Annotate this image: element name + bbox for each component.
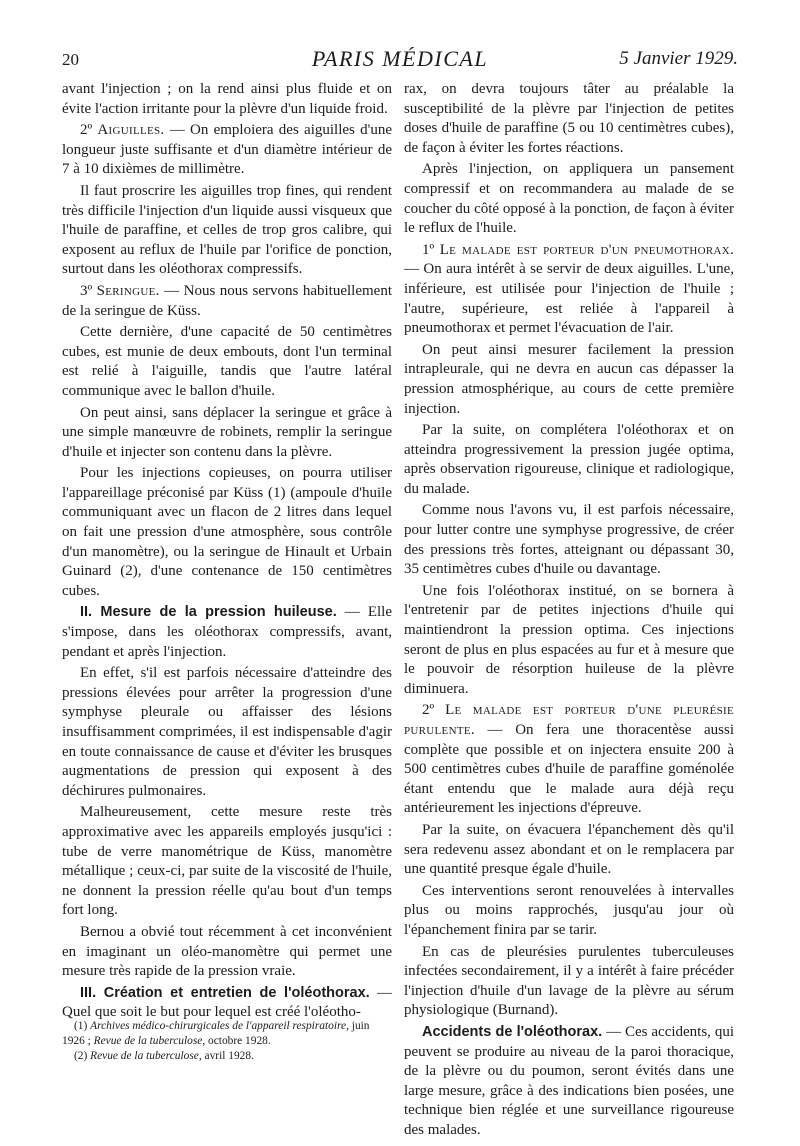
footnote-marker: (2) bbox=[74, 1050, 91, 1062]
paragraph: En effet, s'il est parfois nécessaire d'atteindre des pressions élevées pour arrêter la progression d'une symphyse pleurale ou affaisser des lésions insuffisamment comprimées, il est indispensable d'agir en toute connaissance de cause et d'éviter les brusques augmentations de pression qui exposent à des déchirures pulmonaires. bbox=[62, 665, 392, 799]
footnotes bbox=[62, 1019, 392, 1064]
footnote-source: Revue de la tuberculose bbox=[93, 1035, 203, 1047]
section-heading-paragraph bbox=[62, 282, 392, 321]
footnote-marker: (1) bbox=[74, 1020, 91, 1032]
bold-heading: III. Création et entretien de l'oléothorax. bbox=[80, 984, 370, 1001]
section-heading-paragraph bbox=[404, 241, 734, 339]
running-header bbox=[62, 46, 738, 76]
bold-heading-paragraph bbox=[62, 603, 392, 662]
left-column bbox=[62, 80, 392, 1025]
bold-heading-paragraph bbox=[62, 984, 392, 1023]
paragraph: En cas de pleurésies purulentes tuberculeuses infectées secondairement, il y a intérêt à faire précéder l'injection d'huile d'un lavage de la plèvre au sérum physiologique (Burnand). bbox=[404, 943, 734, 1019]
footnote-source: Revue de la tuberculose bbox=[90, 1050, 199, 1062]
heading-number: 1º bbox=[422, 241, 440, 258]
footnote-text: , avril 1928. bbox=[198, 1050, 254, 1062]
bold-heading-paragraph bbox=[404, 1023, 734, 1141]
heading-label: Le malade est porteur d'une pleurésie purulente. bbox=[404, 702, 735, 738]
issue-date: 5 Janvier 1929. bbox=[619, 48, 738, 69]
paragraph-text: — Quel que soit le but pour lequel est créé l'oléotho- bbox=[62, 984, 393, 1021]
journal-title: PARIS MÉDICAL bbox=[311, 46, 489, 71]
heading-label: Le malade est porteur d'un pneumothorax. bbox=[439, 241, 735, 258]
heading-label: Seringue. bbox=[96, 282, 160, 299]
paragraph-text: — Elle s'impose, dans les oléothorax compressifs, avant, pendant et après l'injection. bbox=[62, 604, 393, 660]
bold-heading: Accidents de l'oléothorax. bbox=[422, 1023, 603, 1040]
footnote-source: Archives médico-chirurgicales de l'appareil respiratoire bbox=[90, 1020, 347, 1032]
footnote bbox=[62, 1049, 392, 1064]
paragraph-text: — On aura intérêt à se servir de deux aiguilles. L'une, inférieure, est utilisée pour l'injection de l'huile ; l'autre, supérieure, est reliée à l'appareil à pneumothorax et permet l'évacuation de l'air. bbox=[404, 261, 734, 337]
paragraph: Une fois l'oléothorax institué, on se bornera à l'entretenir par de petites injections d'huile qui maintiendront la pression optima. Ces injections seront de plus en plus espacées au fur et à mesure que le pouvoir de résorption huileuse de la plèvre diminuera. bbox=[404, 582, 734, 697]
paragraph-text: — Ces accidents, qui peuvent se produire au niveau de la paroi thoracique, de la plèvre ou du poumon, seront évités dans une large mesure, grâce à des indications bien posées, une technique bien réglée et une surveillance rigoureuse des malades. bbox=[404, 1023, 734, 1138]
heading-number: 3º bbox=[80, 282, 97, 299]
paragraph-text: — On emploiera des aiguilles d'une longueur juste suffisante et d'un diamètre intérieur de 7 à 10 dixièmes de millimètre. bbox=[62, 122, 392, 178]
paragraph: On peut ainsi, sans déplacer la seringue et grâce à une simple manœuvre de robinets, remplir la seringue d'huile et injecter son contenu dans la plèvre. bbox=[62, 404, 392, 460]
section-heading-paragraph bbox=[62, 121, 392, 180]
heading-number: 2º bbox=[80, 122, 98, 139]
paragraph: Par la suite, on évacuera l'épanchement dès qu'il sera redevenu assez abondant et on le remplacera par une quantité presque égale d'huile. bbox=[404, 821, 734, 878]
right-column bbox=[404, 80, 734, 1142]
footnote bbox=[62, 1019, 392, 1049]
paragraph: Pour les injections copieuses, on pourra utiliser l'appareillage préconisé par Küss (1) (ampoule d'huile communiquant avec un flacon de 2 litres dans lequel on fait une pression d'une atmosphère, sous contrôle d'un manomètre), ou la seringue de Hinault et Urbain Guinard (2), d'une contenance de 150 centimètres cubes. bbox=[62, 465, 392, 599]
paragraph: Malheureusement, cette mesure reste très approximative avec les appareils employés jusqu'ici : tube de verre manométrique de Küss, manomètre métallique ; ceux-ci, par suite de la viscosité de l'huile, ne donnent la pression réelle qu'au bout d'un temps fort long. bbox=[62, 804, 392, 919]
paragraph-text: — On fera une thoracentèse aussi complète que possible et on injectera ensuite 200 à 500 centimètres cubes d'huile de paraffine goménolée étant entendu que le malade aura déjà reçu antérieurement les injections d'épreuve. bbox=[404, 722, 734, 817]
page-number: 20 bbox=[62, 50, 79, 69]
paragraph: Cette dernière, d'une capacité de 50 centimètres cubes, est munie de deux embouts, dont l'un terminal est relié à l'aiguille, tandis que l'autre latéral communique avec le ballon d'huile. bbox=[62, 324, 392, 399]
heading-number: 2º bbox=[422, 702, 446, 719]
paragraph: Comme nous l'avons vu, il est parfois nécessaire, pour lutter contre une symphyse progressive, de créer des pressions très fortes, atteignant ou dépassant 30, 35 centimètres cubes d'huile ou davantage. bbox=[404, 502, 734, 578]
paragraph: avant l'injection ; on la rend ainsi plus fluide et on évite l'action irritante pour la plèvre d'un liquide froid. bbox=[62, 81, 392, 117]
section-heading-paragraph bbox=[404, 701, 734, 819]
footnote-text: , octobre 1928. bbox=[202, 1035, 271, 1047]
paragraph: Ces interventions seront renouvelées à intervalles plus ou moins rapprochés, jusqu'au jour où l'épanchement finira par se tarir. bbox=[404, 882, 734, 938]
paragraph: On peut ainsi mesurer facilement la pression intrapleurale, qui ne devra en aucun cas dépasser la pression atmosphérique, au cours de cette première injection. bbox=[404, 341, 734, 417]
paragraph-text: — Nous nous servons habituellement de la seringue de Küss. bbox=[62, 282, 392, 319]
paragraph: rax, on devra toujours tâter au préalable la susceptibilité de la plèvre par l'injection de petites doses d'huile de paraffine (5 ou 10 centimètres cubes), de façon à éviter les fortes réactions. bbox=[404, 81, 734, 156]
paragraph: Par la suite, on complétera l'oléothorax et on atteindra progressivement la pression jugée optima, après observation rigoureuse, clinique et radiologique, du malade. bbox=[404, 422, 734, 497]
footnote-text: , juin 1926 ; bbox=[62, 1020, 370, 1047]
paragraph: Il faut proscrire les aiguilles trop fines, qui rendent très difficile l'injection d'un liquide aussi visqueux que l'huile de paraffine, et celles de trop gros calibre, qui exposent au reflux de l'huile par l'orifice de ponction, surtout dans les oléothorax compressifs. bbox=[62, 182, 392, 278]
paragraph: Bernou a obvié tout récemment à cet inconvénient en imaginant un oléo-manomètre qui permet une mesure très rapide de la pression vraie. bbox=[62, 923, 392, 980]
heading-label: Aiguilles. bbox=[97, 122, 165, 139]
bold-heading: II. Mesure de la pression huileuse. bbox=[80, 604, 337, 621]
paragraph: Après l'injection, on appliquera un pansement compressif et on recommandera au malade de se coucher du côté opposé à la ponction, de façon à éviter le reflux de l'huile. bbox=[404, 161, 734, 237]
